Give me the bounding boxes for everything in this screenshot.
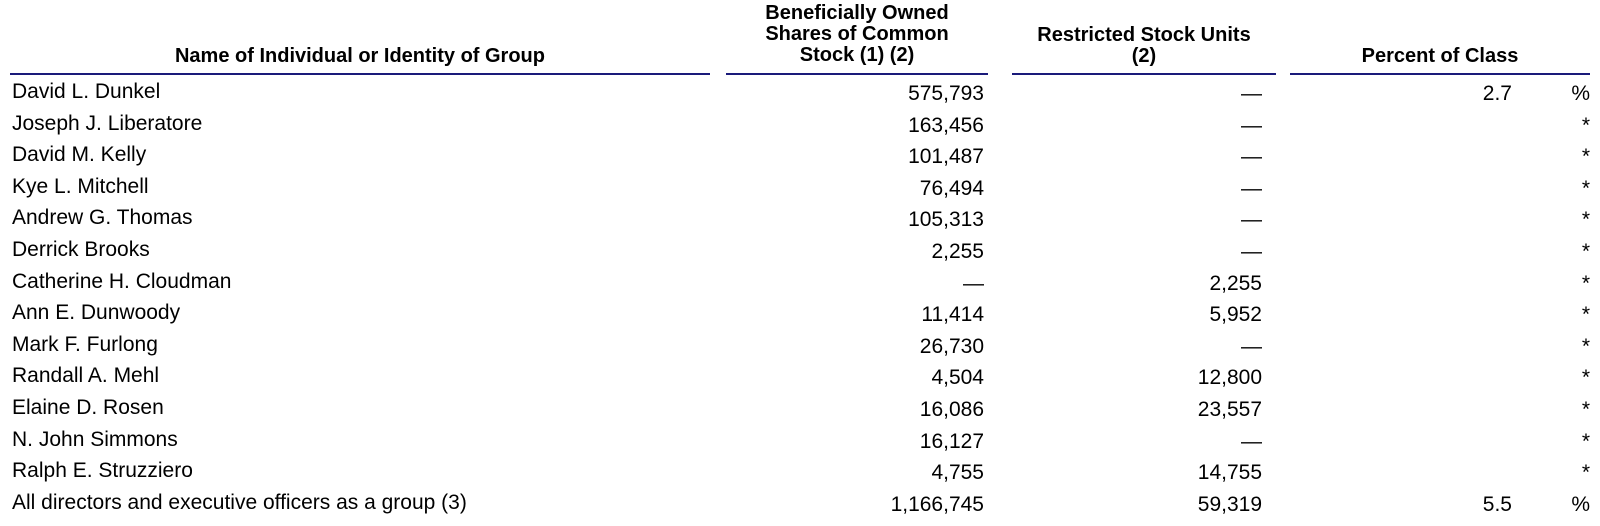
rsu-cell: —: [1241, 208, 1262, 232]
shares-cell: 26,730: [919, 334, 984, 358]
rsu-cell: 12,800: [1197, 366, 1262, 390]
name-cell: Ann E. Dunwoody: [12, 301, 181, 325]
name-cell: David M. Kelly: [12, 143, 147, 167]
percent-symbol-cell: *: [1581, 239, 1590, 263]
shares-cell: 163,456: [908, 113, 984, 137]
header-beneficially-owned-line-1: Beneficially Owned: [765, 2, 949, 24]
shares-cell: 11,414: [921, 303, 984, 327]
percent-symbol-cell: *: [1581, 145, 1590, 169]
header-restricted-stock-units: [1012, 25, 1276, 67]
name-cell: Ralph E. Struzziero: [12, 459, 193, 483]
shares-cell: 76,494: [919, 176, 984, 200]
header-name: [10, 46, 710, 67]
percent-symbol-cell: %: [1571, 492, 1590, 516]
shares-cell: —: [963, 271, 984, 295]
name-cell: Joseph J. Liberatore: [12, 111, 203, 135]
table-row: [0, 487, 1600, 519]
shares-cell: 105,313: [908, 208, 984, 232]
rsu-cell: —: [1241, 176, 1262, 200]
name-cell: Derrick Brooks: [12, 237, 150, 261]
name-cell: All directors and executive officers as a group (3): [12, 490, 467, 514]
name-cell: N. John Simmons: [12, 427, 178, 451]
header-beneficially-owned-line-2: Shares of Common: [765, 23, 949, 45]
header-percent-of-class: [1290, 46, 1590, 67]
percent-symbol-cell: *: [1581, 397, 1590, 421]
table-row: [0, 392, 1600, 424]
header-rule-beneficial: [726, 73, 988, 75]
name-cell: Andrew G. Thomas: [12, 206, 193, 230]
header-percent-text: Percent of Class: [1361, 45, 1519, 67]
table-row: [0, 139, 1600, 171]
table-row: [0, 360, 1600, 392]
shares-cell: 1,166,745: [890, 492, 984, 516]
shares-cell: 101,487: [908, 145, 984, 169]
shares-cell: 4,755: [931, 461, 984, 485]
percent-cell: 5.5: [1482, 492, 1512, 516]
shares-cell: 4,504: [931, 366, 984, 390]
header-beneficially-owned: [726, 3, 988, 66]
header-rsu-line-1: Restricted Stock Units: [1037, 24, 1251, 46]
percent-symbol-cell: *: [1581, 303, 1590, 327]
table-row: [0, 297, 1600, 329]
name-cell: Kye L. Mitchell: [12, 174, 149, 198]
header-rsu-line-2: (2): [1131, 45, 1157, 67]
header-name-text: Name of Individual or Identity of Group: [174, 45, 545, 67]
header-beneficially-owned-line-3: Stock (1) (2): [799, 44, 915, 66]
percent-symbol-cell: *: [1581, 334, 1590, 358]
rsu-cell: 5,952: [1209, 303, 1262, 327]
name-cell: Catherine H. Cloudman: [12, 269, 232, 293]
rsu-cell: —: [1241, 113, 1262, 137]
percent-symbol-cell: *: [1581, 113, 1590, 137]
percent-symbol-cell: *: [1581, 366, 1590, 390]
rsu-cell: 2,255: [1209, 271, 1262, 295]
table-row: [0, 171, 1600, 203]
rsu-cell: —: [1241, 145, 1262, 169]
rsu-cell: —: [1241, 334, 1262, 358]
header-rule-name: [10, 73, 710, 75]
table-row: [0, 266, 1600, 298]
percent-symbol-cell: *: [1581, 461, 1590, 485]
percent-symbol-cell: *: [1581, 429, 1590, 453]
rsu-cell: 23,557: [1197, 397, 1262, 421]
name-cell: Mark F. Furlong: [12, 332, 158, 356]
name-cell: David L. Dunkel: [12, 80, 161, 103]
table-row: [0, 76, 1600, 108]
shares-cell: 575,793: [908, 82, 984, 105]
ownership-table-body: [0, 76, 1600, 518]
table-row: [0, 108, 1600, 140]
name-cell: Randall A. Mehl: [12, 364, 160, 388]
percent-cell: 2.7: [1482, 82, 1512, 105]
header-rule-rsu: [1012, 73, 1276, 75]
rsu-cell: 59,319: [1197, 492, 1262, 516]
name-cell: Elaine D. Rosen: [12, 395, 164, 419]
table-row: [0, 329, 1600, 361]
table-row: [0, 234, 1600, 266]
header-rule-percent: [1290, 73, 1590, 75]
rsu-cell: 14,755: [1197, 461, 1262, 485]
table-row: [0, 455, 1600, 487]
table-row: [0, 202, 1600, 234]
shares-cell: 2,255: [931, 239, 984, 263]
rsu-cell: —: [1241, 429, 1262, 453]
percent-symbol-cell: *: [1581, 208, 1590, 232]
shares-cell: 16,127: [919, 429, 984, 453]
table-row: [0, 424, 1600, 456]
rsu-cell: —: [1241, 239, 1262, 263]
percent-symbol-cell: %: [1571, 82, 1590, 105]
percent-symbol-cell: *: [1581, 271, 1590, 295]
percent-symbol-cell: *: [1581, 176, 1590, 200]
rsu-cell: —: [1241, 82, 1262, 105]
shares-cell: 16,086: [919, 397, 984, 421]
